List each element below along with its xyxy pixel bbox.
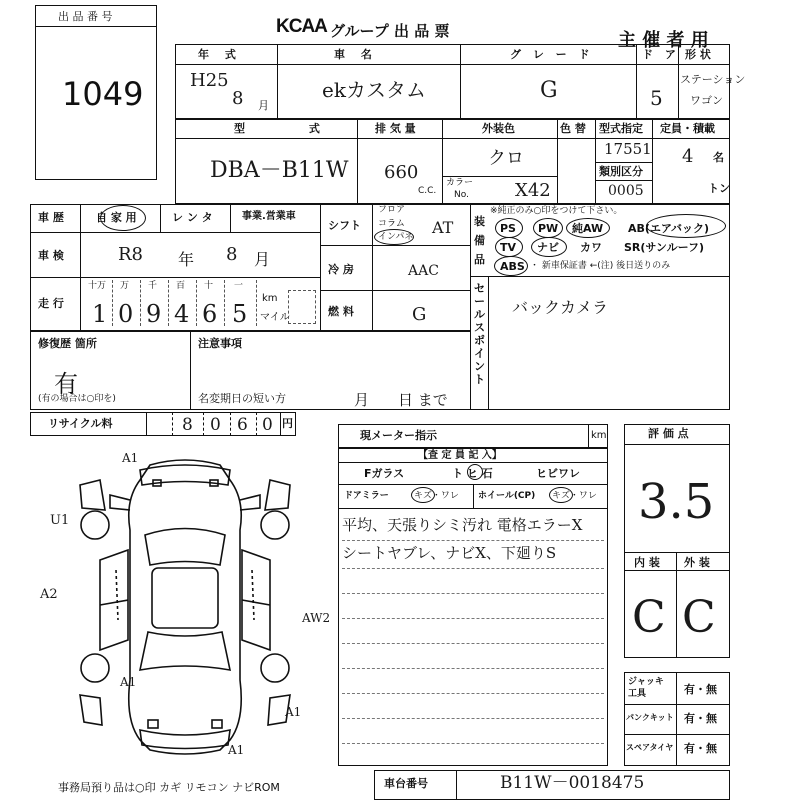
recycle-unit: 円 [282, 417, 293, 430]
recycle-digit-0: 8 [182, 415, 193, 435]
year-month-unit: 月 [258, 99, 269, 112]
inspection-year-unit: 年 [178, 250, 195, 269]
equip-aw: 純AW [572, 222, 604, 235]
color-change-label: 色 替 [560, 122, 586, 135]
tool-spare-label: スペアタイヤ [626, 743, 674, 752]
brand-logo: KCAA [276, 16, 327, 37]
model-label: 車 名 [334, 48, 378, 61]
shift-label: シフト [328, 219, 361, 232]
capacity-value: 4 [682, 146, 694, 167]
mileage-digit-4: 6 [202, 300, 218, 328]
capacity-unit: 名 [713, 151, 724, 164]
doors-label: ド ア [642, 48, 680, 61]
type-value: DBA－B11W [210, 158, 349, 183]
ac-label: 冷 房 [328, 263, 354, 276]
color-no-label-1: カラー [446, 178, 474, 188]
displacement-value: 660 [384, 162, 419, 183]
copy-designation: 主 催 者 用 [618, 30, 709, 51]
history-private-circle [100, 205, 146, 231]
equip-pw: PW [538, 222, 559, 235]
deadline-label: 名変期日の短い方 [198, 392, 286, 405]
color-no-value: X42 [515, 180, 551, 201]
mileage-place-0: 十万 [88, 281, 107, 291]
wheel-front-right [261, 511, 289, 539]
type-spec-label: 型式指定 [599, 122, 643, 135]
mileage-place-1: 万 [120, 281, 130, 291]
inspection-year: R8 [118, 244, 144, 265]
history-label: 車 歴 [38, 211, 64, 224]
meter-label: 現メーター指示 [360, 429, 437, 442]
class-value: 0005 [608, 183, 644, 199]
doors-value: 5 [650, 86, 663, 110]
notes-label: 注意事項 [198, 337, 242, 350]
inspector-note-2: シートヤブレ、ナビX、下廻りS [342, 544, 557, 562]
equipment-note: ※純正のみ○印をつけて下さい。 [490, 206, 623, 216]
shift-opt-column: コラム [378, 219, 405, 229]
grade-label: グ レ ー ド [510, 48, 594, 61]
mileage-digit-1: 0 [118, 300, 134, 328]
mark-rear-a1-bottom: A1 [228, 743, 245, 757]
type-spec-value: 17551 [604, 140, 652, 158]
sales-point-value: バックカメラ [512, 298, 609, 317]
equip-pw-circle [533, 218, 563, 238]
interior-label: 内 装 [634, 556, 660, 569]
glass-options: ト ヒ 石 [452, 467, 493, 480]
lot-number: 1049 [62, 75, 144, 113]
type-label: 型 式 [234, 122, 350, 135]
form-title: グループ 出 品 票 [330, 22, 450, 40]
year-era: H25 [190, 70, 229, 91]
mileage-digit-2: 9 [146, 300, 162, 328]
inspection-label: 車 検 [38, 249, 64, 262]
shift-value: AT [432, 218, 454, 237]
wheel-rear-right [261, 654, 289, 682]
mileage-place-4: 十 [204, 281, 214, 291]
deadline-month-unit: 月 [354, 391, 370, 409]
sales-point-label: セールスポイント [474, 282, 485, 386]
car-damage-diagram [40, 440, 340, 770]
mileage-unit-km: km [262, 293, 278, 304]
repair-label: 修復歴 箇所 [38, 337, 97, 350]
mark-left-u1: U1 [50, 513, 70, 528]
year-label: 年 式 [198, 48, 242, 61]
grade-value: G [540, 78, 558, 103]
class-label: 類別区分 [599, 165, 643, 178]
wheel-options: キズ・ワレ [552, 491, 597, 501]
recycle-digit-2: 6 [237, 415, 248, 435]
shift-opt-panel-circle [374, 229, 414, 245]
mileage-place-5: 一 [234, 281, 244, 291]
lot-label: 出 品 番 号 [58, 10, 113, 23]
interior-grade: C [632, 592, 666, 643]
equip-tv: TV [500, 241, 517, 254]
repair-note: (有の場合は○印を) [38, 394, 116, 404]
footer-items: 事務局預り品は○印 カギ リモコン ナビROM [58, 781, 280, 794]
equip-abs: ABS [500, 260, 525, 273]
glass-label: Fガラス [364, 467, 405, 480]
shift-opt-floor: フロア [378, 205, 406, 215]
equip-navi-circle [531, 237, 567, 257]
mark-rear-a1-left: A1 [120, 675, 137, 689]
equip-tv-circle [495, 237, 523, 257]
history-private: 自 家 用 [96, 211, 137, 224]
equip-abs-circle [494, 256, 528, 276]
mileage-digit-0: 1 [92, 300, 108, 328]
inspection-month-unit: 月 [254, 250, 271, 269]
tool-kit-value: 有・無 [684, 712, 717, 725]
glass-crack: ヒビワレ [536, 467, 580, 480]
mileage-place-3: 百 [176, 281, 186, 291]
color-label: 外装色 [482, 122, 515, 135]
body-outline [129, 460, 245, 757]
repair-value: 有 [54, 370, 78, 398]
mirror-opt-circle [411, 487, 435, 503]
shape-value-1: ステーション [680, 73, 746, 86]
equipment-label: 装 備 品 [474, 215, 485, 266]
equip-ab-circle [646, 214, 726, 238]
inspection-month: 8 [226, 244, 238, 265]
mark-rear-a1-center: A1 [285, 705, 302, 719]
color-no-label-2: No. [454, 190, 469, 200]
shape-value-2: ワゴン [690, 94, 723, 107]
wheel-label: ホイール(CP) [478, 491, 536, 501]
mileage-unit-mile: マイル [260, 312, 290, 323]
shift-opt-panel: インパネ [378, 232, 414, 242]
recycle-label: リサイクル料 [48, 417, 113, 430]
deadline-day-unit: 日 まで [398, 391, 448, 409]
mark-right-aw2: AW2 [302, 611, 331, 625]
recycle-digit-1: 0 [210, 415, 221, 435]
ac-value: AAC [408, 263, 439, 279]
recycle-digit-3: 0 [262, 415, 273, 435]
wheel-opt-circle [549, 487, 573, 503]
equip-leather: カワ [580, 241, 602, 254]
displacement-unit: C.C. [418, 186, 437, 196]
tool-jack-value: 有・無 [684, 683, 717, 696]
equip-ps: PS [500, 222, 516, 235]
inspector-header: 【査 定 員 記 入】 [418, 450, 502, 461]
equip-navi: ナビ [537, 241, 559, 254]
mark-front-a1: A1 [122, 451, 139, 465]
glass-opt-circle [467, 464, 483, 480]
mileage-digit-3: 4 [174, 300, 190, 328]
shape-label: 形 状 [685, 48, 711, 61]
equip-warranty: ・ 新車保証書 ←(注) 後日送りのみ [530, 261, 671, 271]
mirror-label: ドアミラー [344, 491, 389, 501]
wheel-front-left [81, 511, 109, 539]
exterior-grade: C [682, 592, 716, 643]
year-month: 8 [232, 88, 244, 109]
tool-spare-value: 有・無 [684, 742, 717, 755]
equip-ps-circle [495, 218, 523, 238]
mirror-options: キズ・ワレ [414, 491, 459, 501]
displacement-label: 排 気 量 [375, 122, 416, 135]
capacity-label: 定員・積載 [660, 122, 715, 135]
mileage-place-2: 千 [148, 281, 158, 291]
history-business: 事業.営業車 [242, 211, 296, 222]
tool-kit-label: パンクキット [626, 713, 674, 722]
mileage-label: 走 行 [38, 297, 64, 310]
equip-ab: AB(エアバック) [628, 222, 710, 235]
fuel-label: 燃 料 [328, 305, 354, 318]
grade-label: 評 価 点 [648, 427, 689, 440]
mileage-digit-5: 5 [232, 300, 248, 328]
inspector-note-1: 平均、天張りシミ汚れ 電格エラーX [342, 516, 583, 534]
chassis-number: B11W－0018475 [500, 773, 645, 793]
model-name: ekカスタム [322, 78, 426, 102]
color-value: クロ [488, 148, 524, 169]
equip-sr: SR(サンルーフ) [624, 241, 705, 254]
mark-left-a2: A2 [40, 587, 58, 602]
load-unit: トン [708, 182, 730, 195]
history-rental: レ ン タ [172, 211, 213, 224]
meter-unit: km [591, 430, 607, 441]
equip-aw-circle [566, 218, 610, 238]
grade-score: 3.5 [638, 474, 715, 530]
tool-jack-label: ジャッキ 工具 [628, 677, 664, 699]
fuel-value: G [412, 304, 427, 325]
chassis-label: 車台番号 [384, 777, 428, 790]
wheel-rear-left [81, 654, 109, 682]
exterior-label: 外 装 [684, 556, 710, 569]
